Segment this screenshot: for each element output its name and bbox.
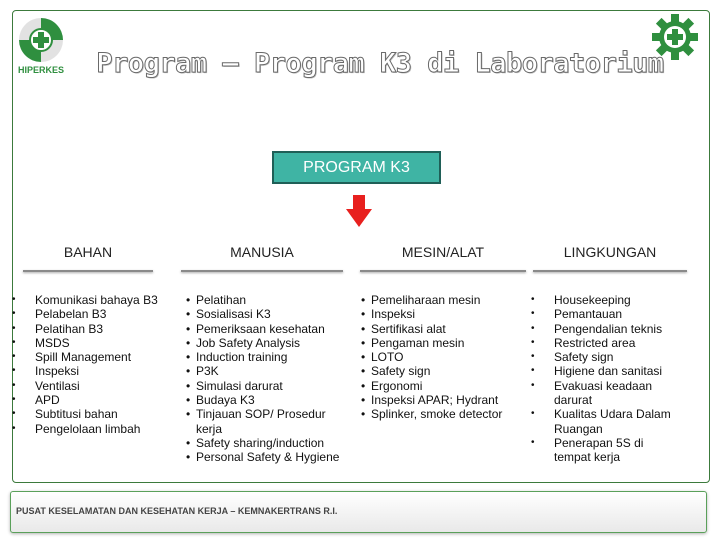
mesin-alat-list (361, 293, 529, 422)
lingkungan-list (531, 293, 691, 465)
list-item: • Inspeksi (361, 307, 529, 321)
list-item: • Personal Safety & Hygiene (186, 450, 350, 464)
list-item: • Spill Management (12, 350, 172, 364)
list-item: • P3K (186, 364, 350, 378)
down-arrow-icon (346, 195, 372, 227)
list-item: • Splinker, smoke detector (361, 407, 529, 421)
list-item: • Safety sign (531, 350, 691, 364)
list-item: • Job Safety Analysis (186, 336, 350, 350)
list-item: • Ergonomi (361, 379, 529, 393)
logo-text: HIPERKES (17, 65, 65, 75)
list-item: • Simulasi darurat (186, 379, 350, 393)
list-item: • APD (12, 393, 172, 407)
list-item: • Ventilasi (12, 379, 172, 393)
list-item: • Pemeriksaan kesehatan (186, 322, 350, 336)
list-item: • Pengendalian teknis (531, 322, 691, 336)
list-item: • Pengelolaan limbah (12, 422, 172, 436)
column-heading-bahan: BAHAN (20, 232, 156, 272)
list-item: • Pelatihan (186, 293, 350, 307)
list-item: • Higiene dan sanitasi (531, 364, 691, 378)
list-item: • Pelabelan B3 (12, 307, 172, 321)
list-item: • Inspeksi (12, 364, 172, 378)
footer-text: PUSAT KESELAMATAN DAN KESEHATAN KERJA – KEMNAKERTRANS R.I. (16, 506, 338, 516)
bahan-list (12, 293, 172, 436)
list-item: • Pemantauan (531, 307, 691, 321)
list-item: • Sertifikasi alat (361, 322, 529, 336)
page-title: Program – Program K3 di Laboratorium (96, 48, 664, 79)
list-item: • LOTO (361, 350, 529, 364)
list-item: • Penerapan 5S di tempat kerja (531, 436, 682, 465)
list-item: • Evakuasi keadaan darurat (531, 379, 682, 408)
list-item: • Housekeeping (531, 293, 691, 307)
list-item: • Restricted area (531, 336, 691, 350)
column-heading-manusia: MANUSIA (178, 232, 346, 272)
program-k3-box: PROGRAM K3 (272, 151, 441, 184)
list-item: • Tinjauan SOP/ Prosedur kerja (186, 407, 336, 436)
list-item: • Induction training (186, 350, 350, 364)
column-heading-mesin-alat: MESIN/ALAT (357, 232, 529, 272)
list-item: • Pemeliharaan mesin (361, 293, 529, 307)
list-item: • Budaya K3 (186, 393, 350, 407)
list-item: • Pelatihan B3 (12, 322, 172, 336)
list-item: • MSDS (12, 336, 172, 350)
list-item: • Subtitusi bahan (12, 407, 172, 421)
list-item: • Safety sign (361, 364, 529, 378)
list-item: • Pengaman mesin (361, 336, 529, 350)
column-heading-lingkungan: LINGKUNGAN (530, 232, 690, 272)
list-item: • Safety sharing/induction (186, 436, 350, 450)
list-item: • Kualitas Udara Dalam Ruangan (531, 407, 682, 436)
list-item: • Komunikasi bahaya B3 (12, 293, 172, 307)
list-item: • Sosialisasi K3 (186, 307, 350, 321)
manusia-list (186, 293, 350, 465)
list-item: • Inspeksi APAR; Hydrant (361, 393, 529, 407)
